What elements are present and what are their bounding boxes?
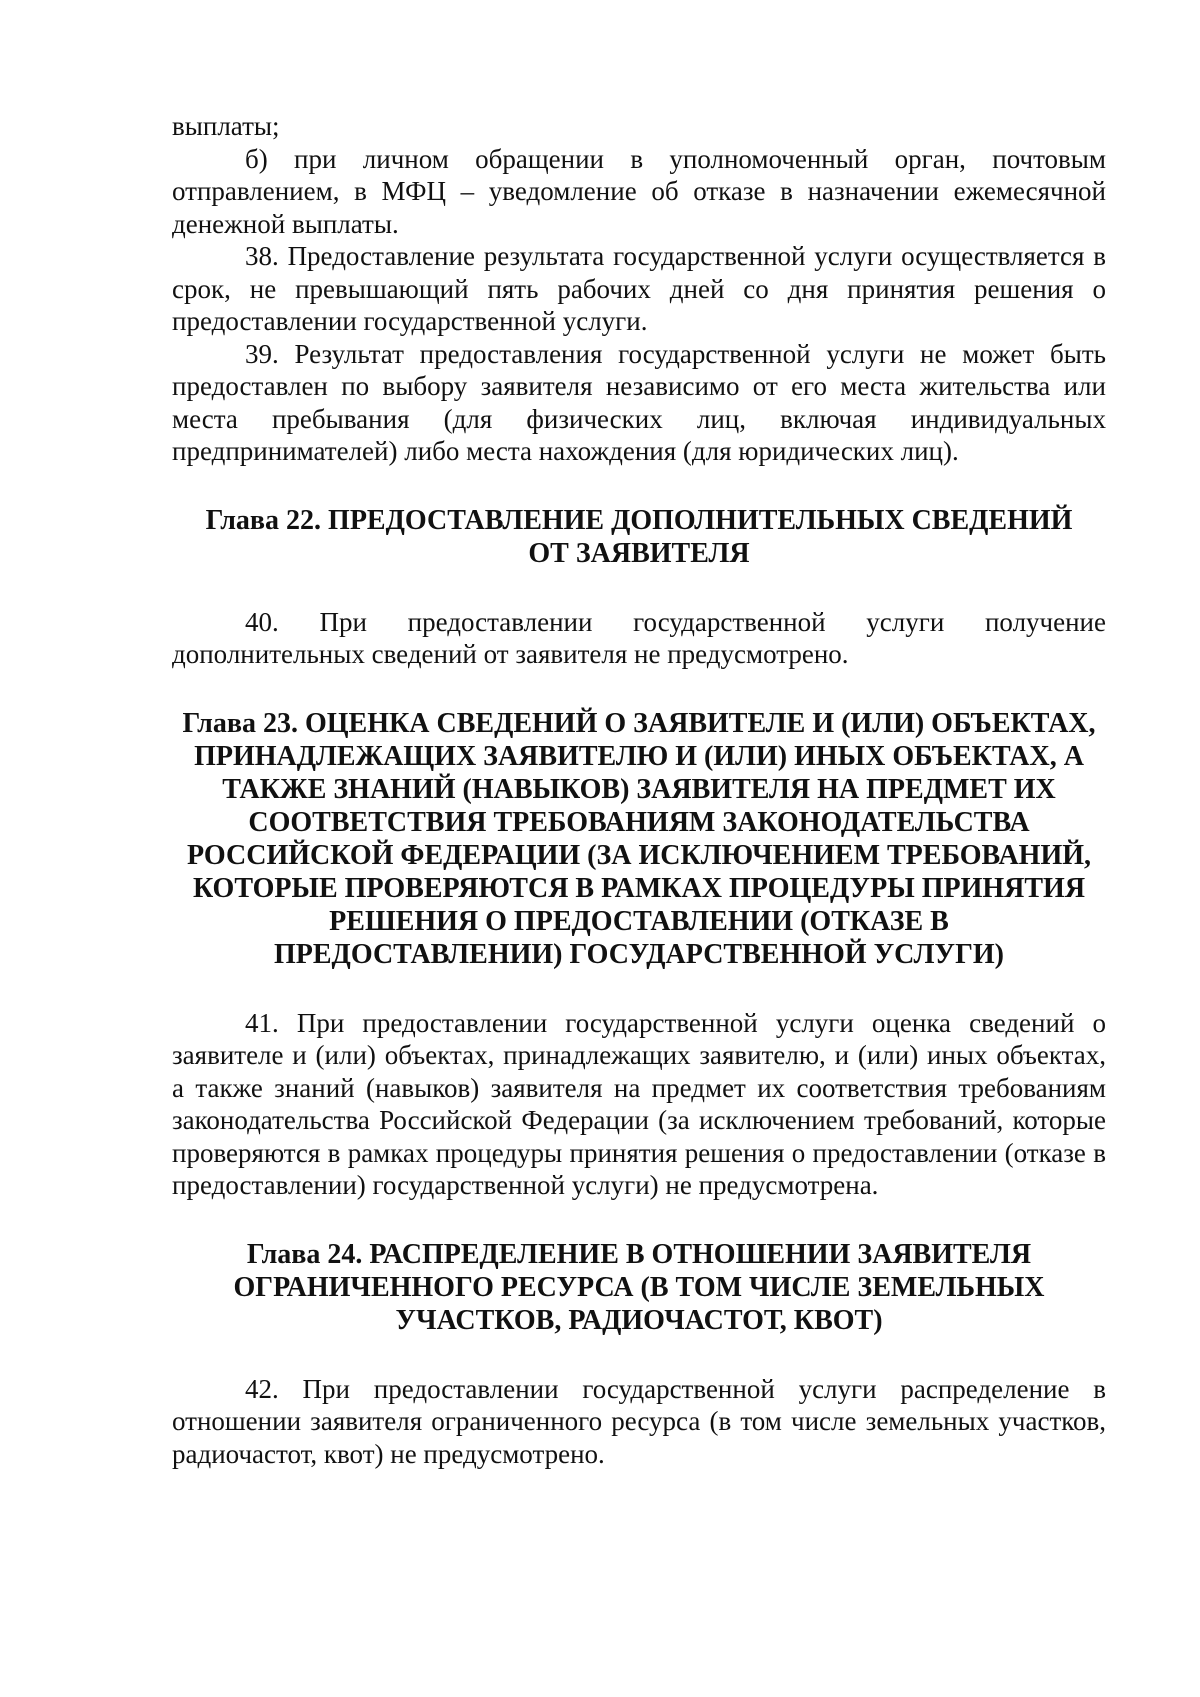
- paragraph-39: 39. Результат предоставления государственной услуги не может быть предоставлен по выбору заявителя независимо от его места жительства или места пребывания (для физических лиц, включая индивидуальных предпринимателей) либо места нахождения (для юридических лиц).: [172, 338, 1106, 466]
- chapter-22-heading: Глава 22. ПРЕДОСТАВЛЕНИЕ ДОПОЛНИТЕЛЬНЫХ СВЕДЕНИЙ ОТ ЗАЯВИТЕЛЯ: [205, 504, 1073, 569]
- paragraph-continuation: выплаты;: [172, 111, 280, 141]
- paragraph-41: 41. При предоставлении государственной услуги оценка сведений о заявителе и (или) объектах, принадлежащих заявителю, и (или) иных объектах, а также знаний (навыков) заявителя на предмет их соответствия требованиям законодательства Российской Федерации (за исключением требований, которые проверяются в рамках процедуры принятия решения о предоставлении (отказе в предоставлении) государственной услуги) не предусмотрена.: [172, 1007, 1106, 1200]
- chapter-24-heading: Глава 24. РАСПРЕДЕЛЕНИЕ В ОТНОШЕНИИ ЗАЯВИТЕЛЯ ОГРАНИЧЕННОГО РЕСУРСА (В ТОМ ЧИСЛЕ ЗЕМЕЛЬНЫХ УЧАСТКОВ, РАДИОЧАСТОТ, КВОТ): [233, 1238, 1045, 1336]
- paragraph-38: 38. Предоставление результата государственной услуги осуществляется в срок, не превышающий пять рабочих дней со дня принятия решения о предоставлении государственной услуги.: [172, 241, 1106, 336]
- chapter-23-heading: Глава 23. ОЦЕНКА СВЕДЕНИЙ О ЗАЯВИТЕЛЕ И (ИЛИ) ОБЪЕКТАХ, ПРИНАДЛЕЖАЩИХ ЗАЯВИТЕЛЮ И (ИЛИ) ИНЫХ ОБЪЕКТАХ, А ТАКЖЕ ЗНАНИЙ (НАВЫКОВ) ЗАЯВИТЕЛЯ НА ПРЕДМЕТ ИХ СООТВЕТСТВИЯ ТРЕБОВАНИЯМ ЗАКОНОДАТЕЛЬСТВА РОССИЙСКОЙ ФЕДЕРАЦИИ (ЗА ИСКЛЮЧЕНИЕМ ТРЕБОВАНИЙ, КОТОРЫЕ ПРОВЕРЯЮТСЯ В РАМКАХ ПРОЦЕДУРЫ ПРИНЯТИЯ РЕШЕНИЯ О ПРЕДОСТАВЛЕНИИ (ОТКАЗЕ В ПРЕДОСТАВЛЕНИИ) ГОСУДАРСТВЕННОЙ УСЛУГИ): [182, 707, 1096, 970]
- paragraph-42: 42. При предоставлении государственной услуги распределение в отношении заявителя ограниченного ресурса (в том числе земельных участков, радиочастот, квот) не предусмотрено.: [172, 1373, 1106, 1469]
- document-page: [172, 110, 1106, 1470]
- paragraph-item-b: б) при личном обращении в уполномоченный орган, почтовым отправлением, в МФЦ – уведомление об отказе в назначении ежемесячной денежной выплаты.: [172, 143, 1106, 239]
- paragraph-40: 40. При предоставлении государственной услуги получение дополнительных сведений от заявителя не предусмотрено.: [172, 606, 1106, 669]
